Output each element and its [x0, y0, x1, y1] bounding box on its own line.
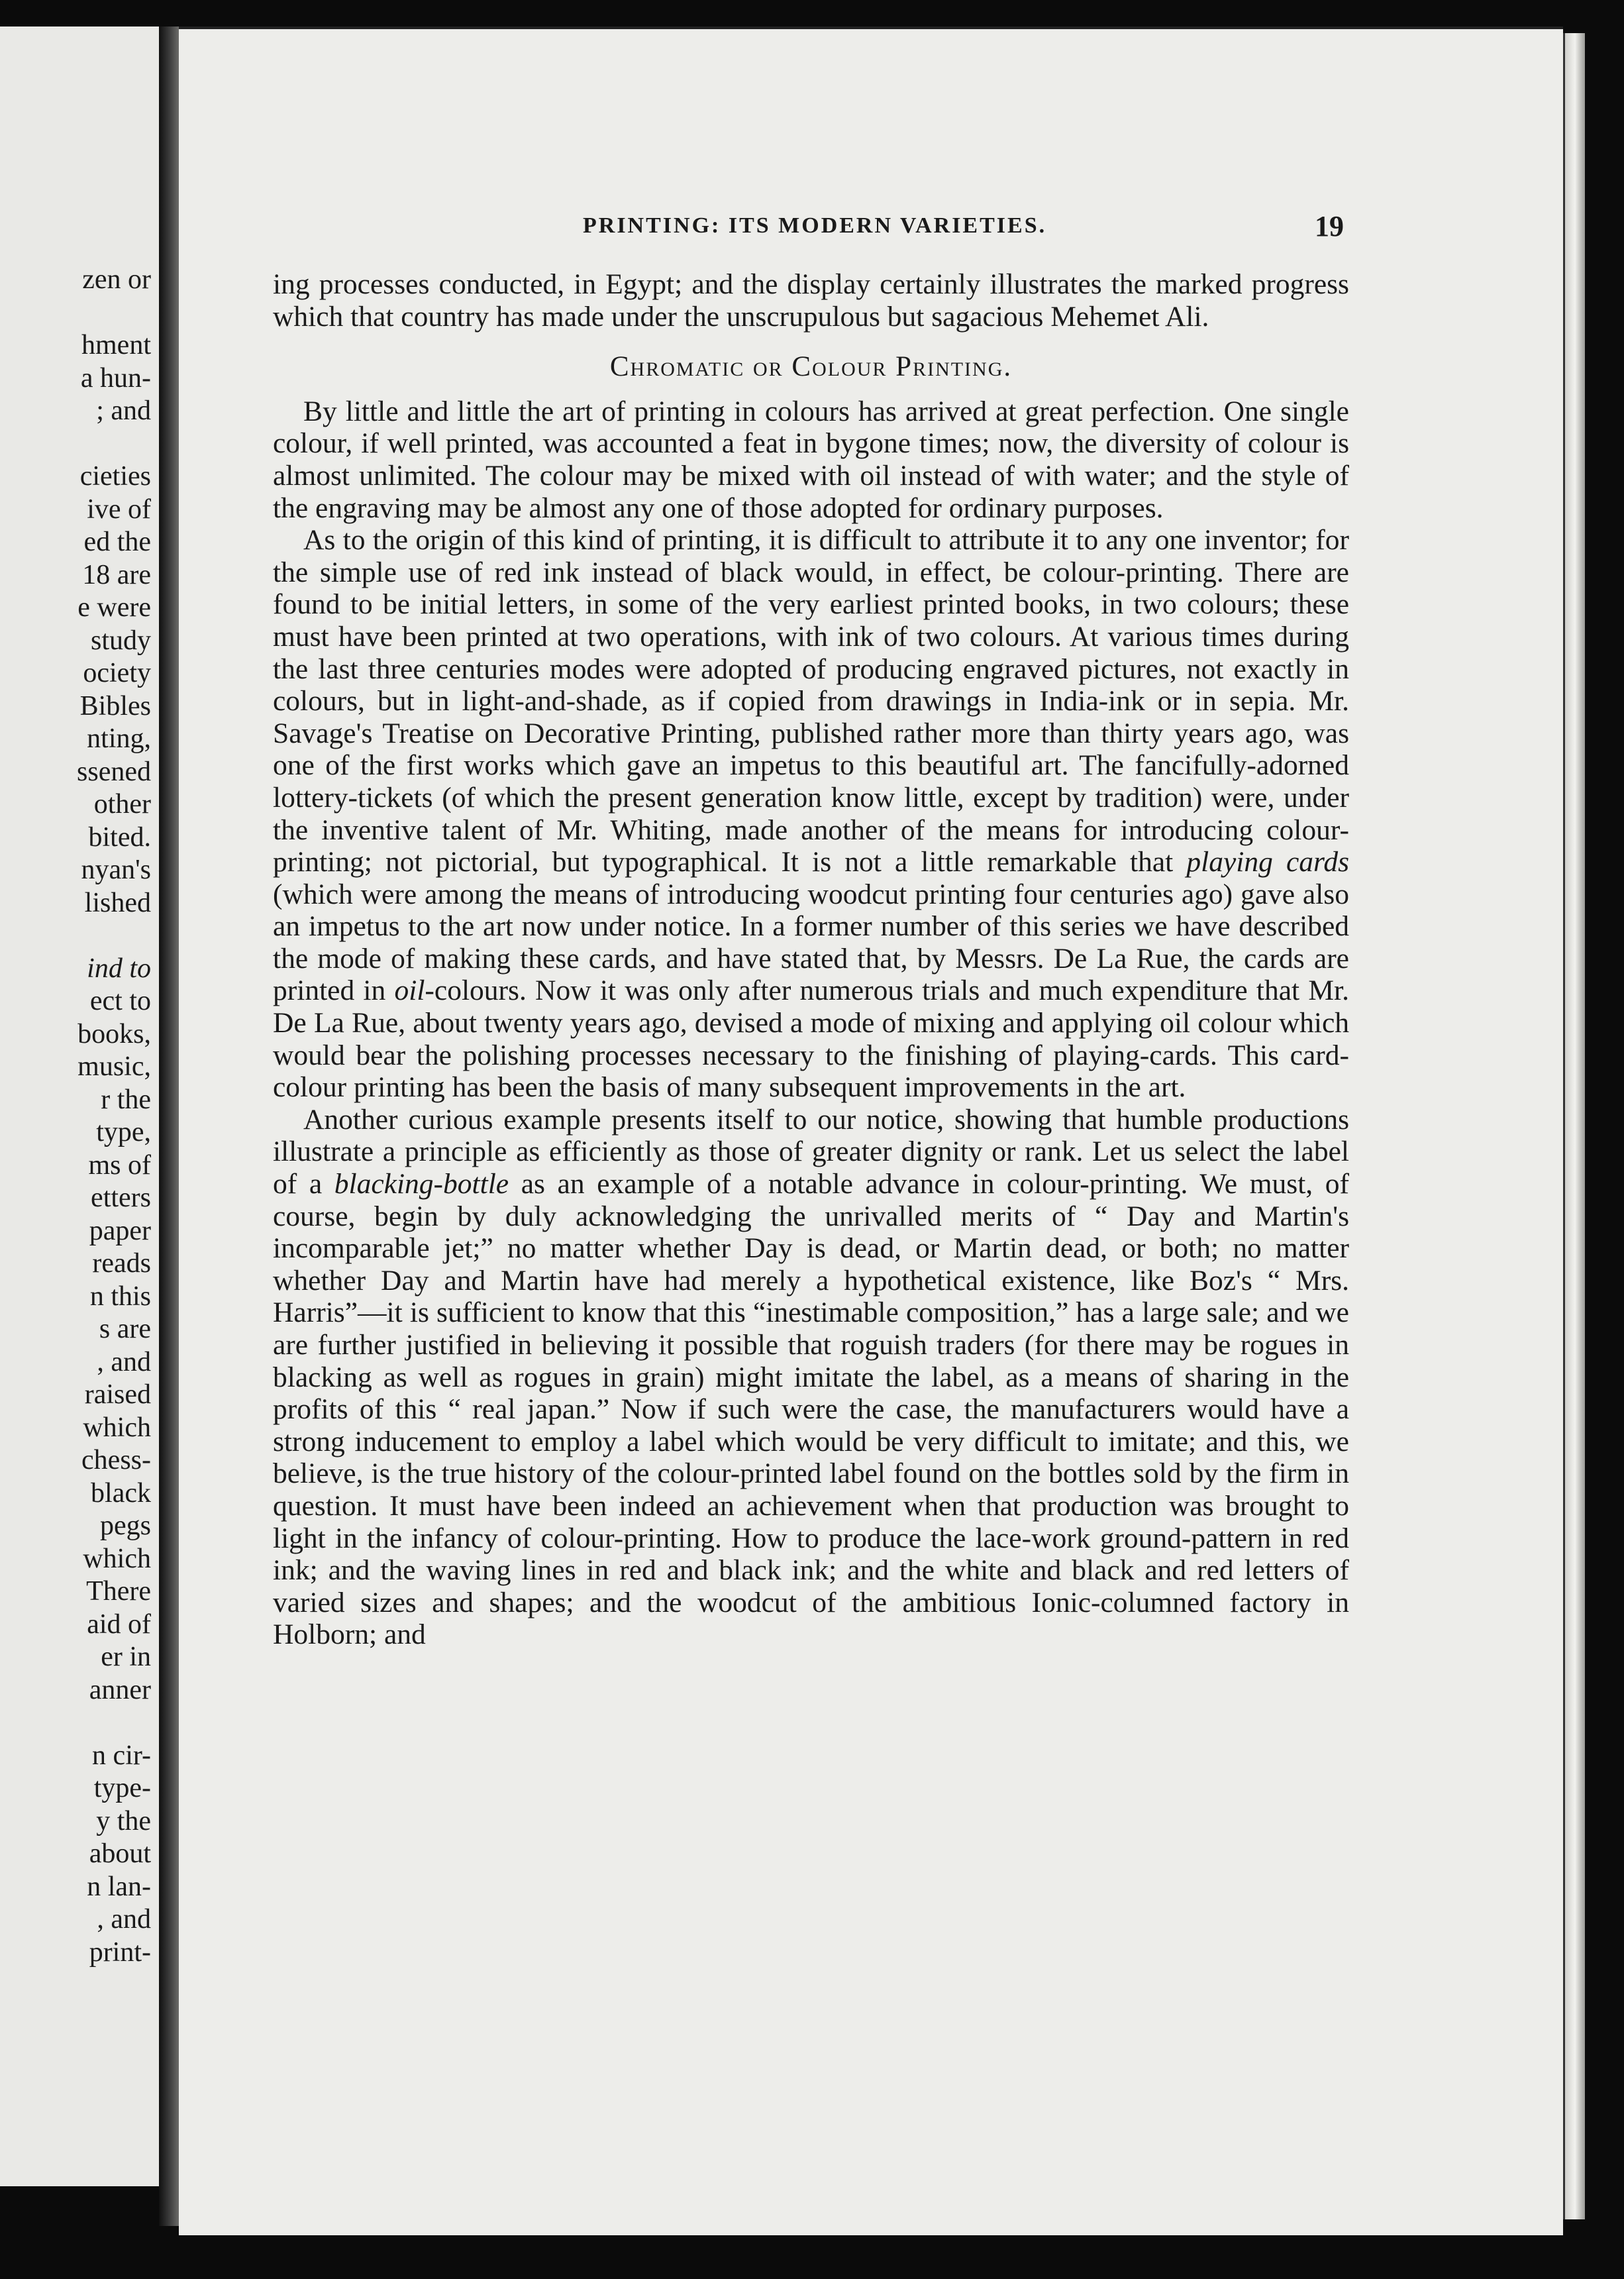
- left-page-line: zen or: [82, 264, 151, 295]
- paragraph: By little and little the art of printing in colours has arrived at great perfection. One single colour, if well printed, was accounted a feat in bygone times; now, the diversity of colour is almost unlimited. The colour may be mixed with oil instead of with water; and the style of the engraving may be almost any one of those adopted for ordinary purposes.: [273, 395, 1349, 524]
- left-page-line: er in: [101, 1642, 151, 1672]
- left-page-line: reads: [92, 1248, 151, 1279]
- left-page-line: cieties: [79, 461, 151, 492]
- left-page-line: bited.: [88, 822, 151, 853]
- left-page-line: chess-: [81, 1445, 151, 1475]
- left-page-line: etters: [91, 1183, 151, 1213]
- left-page-line: r the: [101, 1084, 151, 1115]
- left-page-line: Bibles: [79, 690, 151, 721]
- left-page-line: n cir-: [92, 1740, 151, 1771]
- left-page-line: a hun-: [80, 362, 151, 394]
- left-page-line: lished: [84, 887, 151, 918]
- left-facing-page: [0, 26, 163, 2186]
- italic-phrase: playing cards: [1186, 846, 1350, 878]
- page-edge: [1563, 33, 1585, 2219]
- left-page-line: ociety: [83, 658, 151, 688]
- left-page-line: type,: [96, 1117, 151, 1147]
- left-page-line: nting,: [87, 723, 151, 754]
- page-number: 19: [1315, 210, 1344, 242]
- left-page-line: ive of: [87, 494, 151, 525]
- left-page-line: nyan's: [81, 855, 151, 885]
- left-page-line: ms of: [88, 1149, 151, 1181]
- left-page-line: ind to: [87, 953, 151, 984]
- left-page-line: s are: [99, 1314, 151, 1344]
- left-page-line: print-: [89, 1936, 151, 1968]
- left-page-line: hment: [81, 330, 151, 360]
- left-page-line: black: [91, 1477, 151, 1509]
- left-page-line: which: [83, 1412, 151, 1443]
- paragraph-text: As to the origin of this kind of printing, it is difficult to attribute it to any one inventor; for the simple use of red ink instead of black would, in effect, be colour-printing. There are found to be initial letters, in some of the very earliest printed books, in two colours; these must have been printed at two operations, with ink of two colours. At various times during the last three centuries modes were adopted of producing engraved pictures, not exactly in colours, but in light-and-shade, as if copied from drawings in India-ink or in sepia. Mr. Savage's Treatise on Decorative Printing, published rather more than thirty years ago, was one of the first works which gave an impetus to this beautiful art. The fancifully-adorned lottery-tickets (of which the present generation know little, except by tradition) were, under the inventive talent of Mr. Whiting, made another of the means for introducing colour-printing; not pictorial, but typographical. It is not a little remarkable that: [273, 524, 1349, 878]
- left-page-line: other: [93, 789, 151, 820]
- left-page-line: , and: [97, 1904, 151, 1934]
- left-page-line: ; and: [96, 396, 151, 426]
- left-page-line: ed the: [83, 527, 151, 557]
- left-page-line: ect to: [89, 986, 151, 1016]
- italic-phrase: oil: [394, 975, 425, 1007]
- left-page-line: paper: [89, 1215, 151, 1246]
- body-text: [273, 268, 1349, 1651]
- left-page-line: n lan-: [87, 1871, 151, 1902]
- paragraph: [273, 1104, 1349, 1651]
- left-page-line: raised: [84, 1379, 151, 1410]
- italic-phrase: blacking-bottle: [334, 1168, 509, 1200]
- section-heading: Chromatic or Colour Printing.: [609, 351, 1013, 383]
- left-page-line: study: [90, 625, 151, 656]
- left-page-line: aid of: [87, 1609, 151, 1640]
- paragraph: [273, 524, 1349, 1104]
- paragraph-text: as an example of a notable advance in colour-printing. We must, of course, begin by duly acknowledging the unrivalled merits of “ Day and Martin's incomparable jet;” no matter whether Day is dead, or Martin dead, or both; no matter whether Day and Martin have had merely a hypothetical existence, like Boz's “ Mrs. Harris”—it is sufficient to know that this “inestimable composition,” has a large sale; and we are further justified in believing it possible that roguish traders (for there may be rogues in blacking as well as rogues in grain) might imitate the label, as a means of sharing in the profits of this “ real japan.” Now if such were the case, the manufacturers would have a strong inducement to employ a label which would be very difficult to imitate; and this, we believe, is the true history of the colour-printed label found on the bottles sold by the firm in question. It must have been indeed an achievement when that production was brought to light in the infancy of colour-printing. How to produce the lace-work ground-pattern in red ink; and the waving lines in red and black ink; and the white and black and red letters of varied sizes and shapes; and the woodcut of the ambitious Ionic-columned factory in Holborn; and: [273, 1168, 1350, 1651]
- left-page-line: about: [89, 1838, 151, 1869]
- paragraph-text: Another curious example presents itself to our notice, showing that humble productions illustrate a principle as efficiently as those of greater dignity or rank. Let us select the label of a: [273, 1103, 1349, 1200]
- left-page-line: pegs: [100, 1510, 151, 1541]
- left-page-line: y the: [96, 1805, 151, 1836]
- left-page-line: ssened: [77, 756, 151, 787]
- running-head: PRINTING: ITS MODERN VARIETIES.: [583, 213, 1047, 238]
- left-page-line: books,: [77, 1018, 151, 1049]
- left-page-line: n this: [89, 1281, 151, 1312]
- left-page-line: which: [83, 1543, 151, 1574]
- paragraph-text: (which were among the means of introducing woodcut printing four centuries ago) gave also an impetus to the art now under notice. In a former number of this series we have described the mode of making these cards, and have stated that, by Messrs. De La Rue, the cards are printed in: [273, 878, 1349, 1007]
- left-page-line: anner: [89, 1674, 151, 1705]
- paragraph-text: -colours. Now it was only after numerous trials and much expenditure that Mr. De La Rue, about twenty years ago, devised a mode of mixing and applying oil colour which would bear the polishing processes necessary to the finishing of playing-cards. This card-colour printing has been the basis of many subsequent improvements in the art.: [273, 975, 1349, 1104]
- left-page-line: e were: [77, 592, 151, 623]
- left-page-line: music,: [77, 1051, 151, 1082]
- left-page-line: type-: [93, 1773, 151, 1803]
- paragraph: ing processes conducted, in Egypt; and the display certainly illustrates the marked progress which that country has made under the unscrupulous but sagacious Mehemet Ali.: [273, 268, 1349, 333]
- left-page-line: 18 are: [82, 559, 151, 590]
- left-page-line: , and: [97, 1346, 151, 1377]
- left-page-line: There: [86, 1576, 151, 1607]
